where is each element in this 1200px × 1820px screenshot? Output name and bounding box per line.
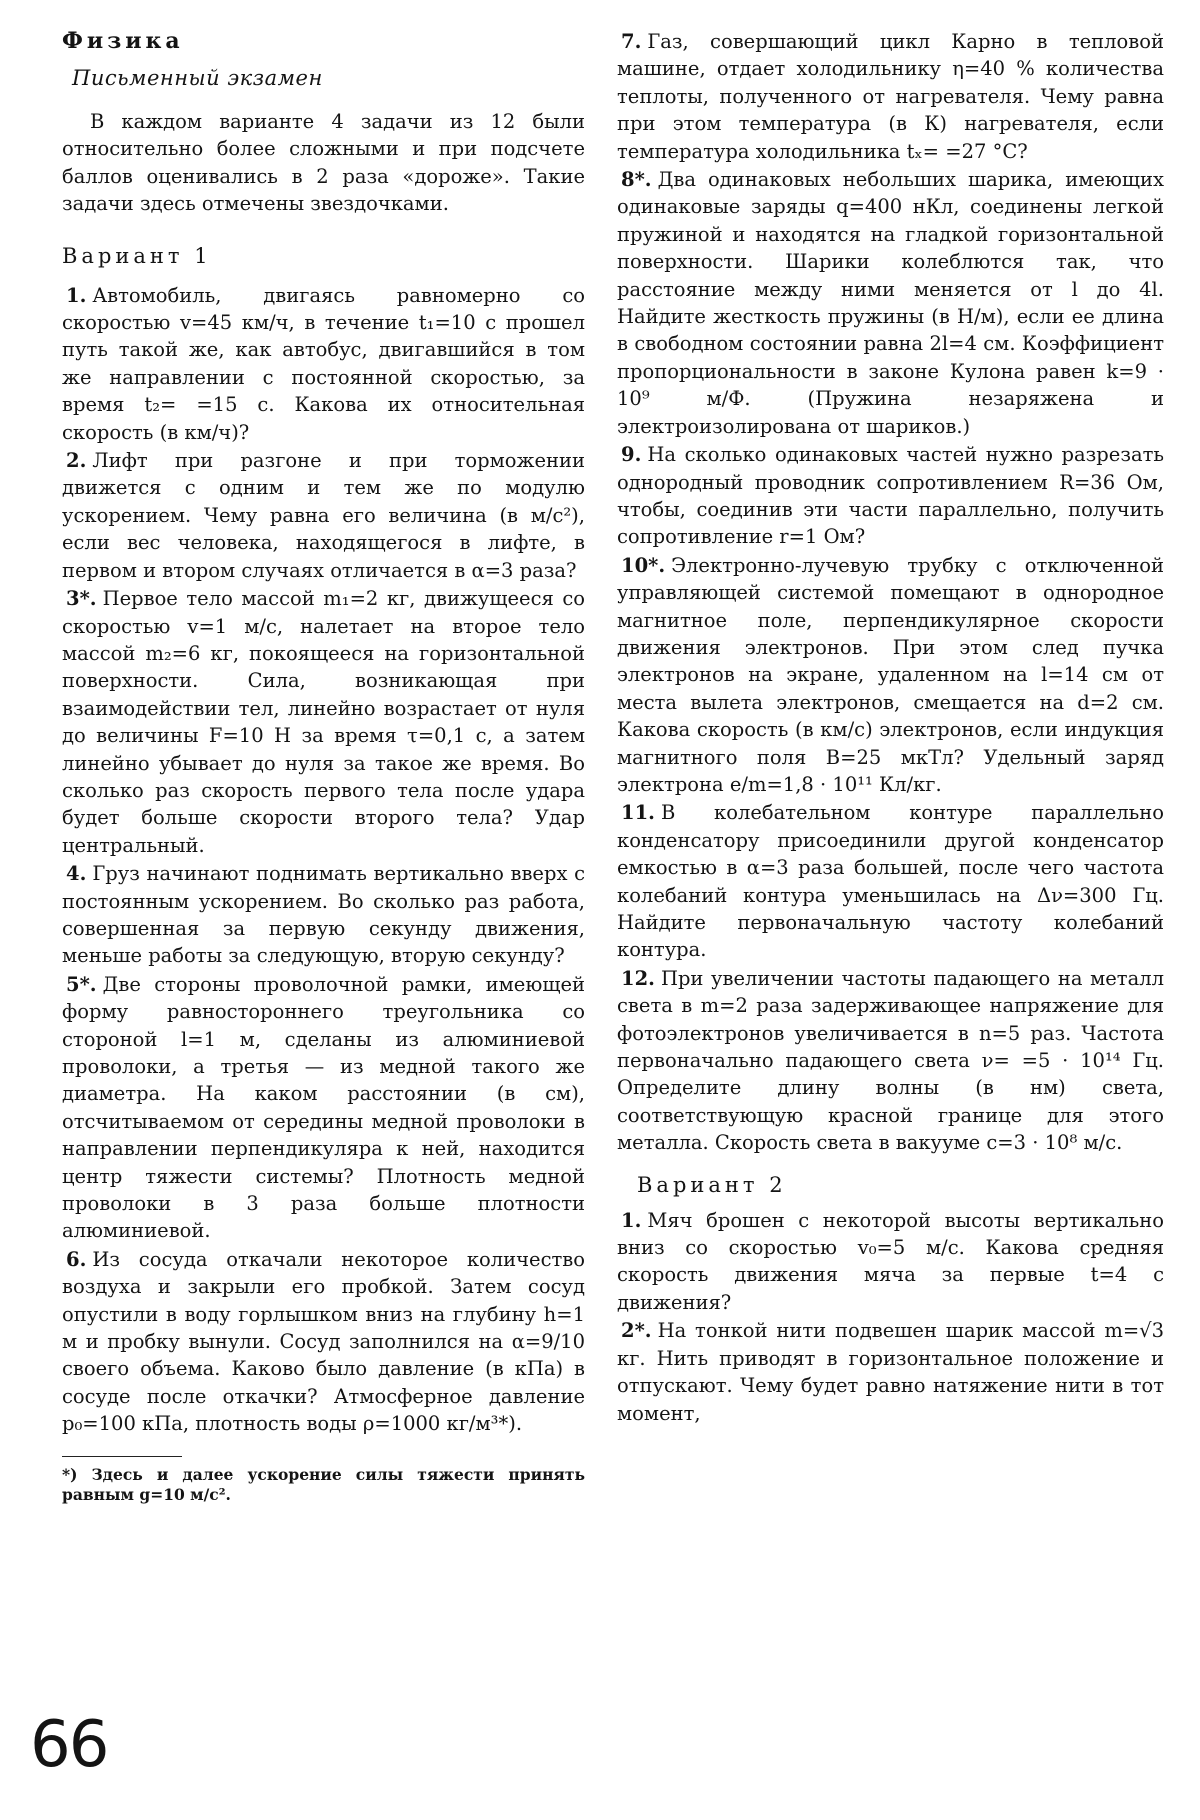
task-v1-11 <box>617 799 1164 963</box>
task-v1-3 <box>62 585 585 859</box>
task-number: 12. <box>621 966 655 990</box>
task-text: Автомобиль, двигаясь равномерно со скоростью v=45 км/ч, в течение t₁=10 с прошел путь такой же, как автобус, двигавшийся в том же направлении с постоянной скоростью, за время t₂= =15 с. Какова их относительная скорость (в км/ч)? <box>62 283 585 444</box>
task-number: 3*. <box>66 587 97 611</box>
variant-1-heading: Вариант 1 <box>62 243 212 268</box>
task-text: Мяч брошен с некоторой высоты вертикально вниз со скоростью v₀=5 м/с. Какова средняя скорость движения мяча за первые t=4 с движения? <box>617 1208 1164 1314</box>
task-text: В колебательном контуре параллельно конденсатору присоединили другой конденсатор емкостью в α=3 раза большей, после чего частота колебаний контура уменьшилась на Δν=300 Гц. Найдите первоначальную частоту колебаний контура. <box>617 801 1164 962</box>
footnote-divider <box>62 1456 182 1457</box>
task-v1-4 <box>62 860 585 970</box>
exam-subtitle: Письменный экзамен <box>72 66 323 90</box>
task-v1-5 <box>62 971 585 1245</box>
right-column <box>617 28 1164 1428</box>
task-text: Из сосуда откачали некоторое количество воздуха и закрыли его пробкой. Затем сосуд опустили в воду горлышком вниз на глубину h=1 м и пробку вынули. Сосуд заполнился на α=9/10 своего объема. Каково было давление (в кПа) в сосуде после откачки? Атмосферное давление p₀=100 кПа, плотность воды ρ=1000 кг/м³*). <box>62 1247 585 1436</box>
task-number: 11. <box>621 801 655 825</box>
task-v1-8 <box>617 166 1164 440</box>
task-text: На тонкой нити подвешен шарик массой m=√3 кг. Нить приводят в горизонтальное положение и отпускают. Чему будет равно натяжение нити в тот момент, <box>617 1319 1164 1425</box>
task-text: Первое тело массой m₁=2 кг, движущееся со скоростью v=1 м/с, налетает на второе тело массой m₂=6 кг, покоящееся на горизонтальной поверхности. Сила, возникающая при взаимодействии тел, линейно возрастает от нуля до величины F=10 Н за время τ=0,1 с, а затем линейно убывает до нуля за такое же время. Во сколько раз скорость первого тела после удара будет больше скорости второго тела? Удар центральный. <box>62 587 585 857</box>
task-v2-2 <box>617 1317 1164 1427</box>
task-text: Две стороны проволочной рамки, имеющей форму равностороннего треугольника со стороной l=1 м, сделаны из алюминиевой проволоки, а третья — из медной такого же диаметра. На каком расстоянии (в см), отсчитываемом от середины медной проволоки в направлении перпендикуляра к ней, находится центр тяжести системы? Плотность медной проволоки в 3 раза больше плотности алюминиевой. <box>62 972 585 1243</box>
task-text: Электронно-лучевую трубку с отключенной управляющей системой помещают в однородное магнитное поле, перпендикулярное скорости движения электронов. При этом след пучка электронов на экране, удаленном на l=14 см от места вылета электронов, смещается на d=2 см. Какова скорость (в км/с) электронов, если индукция магнитного поля B=25 мкТл? Удельный заряд электрона e/m=1,8 · 10¹¹ Кл/кг. <box>617 553 1164 796</box>
subject-heading: Физика <box>62 28 184 54</box>
task-v1-12 <box>617 965 1164 1157</box>
variant-2-heading: Вариант 2 <box>637 1172 787 1197</box>
left-column <box>62 28 585 1505</box>
task-text: Лифт при разгоне и при торможении движется с одним и тем же по модулю ускорением. Чему равна его величина (в м/с²), если вес человека, находящегося в лифте, в первом и втором случаях отличается в α=3 раза? <box>62 449 585 582</box>
task-v1-7 <box>617 28 1164 165</box>
task-v1-10 <box>617 552 1164 799</box>
task-text: Груз начинают поднимать вертикально вверх с постоянным ускорением. Во сколько раз работа, совершенная за первую секунду движения, меньше работы за следующую, вторую секунду? <box>62 862 585 968</box>
task-v1-6 <box>62 1246 585 1438</box>
task-number: 5*. <box>66 972 97 996</box>
task-v1-2 <box>62 447 585 584</box>
task-number: 1. <box>621 1208 642 1232</box>
task-number: 10*. <box>621 553 666 577</box>
page-number: 66 <box>30 1708 108 1782</box>
task-v2-1 <box>617 1207 1164 1317</box>
task-number: 2*. <box>621 1319 652 1343</box>
intro-paragraph: В каждом варианте 4 задачи из 12 были относительно более сложными и при подсчете баллов оценивались в 2 раза «дороже». Такие задачи здесь отмечены звездочками. <box>62 110 585 216</box>
task-v1-1 <box>62 282 585 446</box>
task-number: 2. <box>66 449 87 473</box>
task-number: 7. <box>621 30 642 53</box>
footnote: *) Здесь и далее ускорение силы тяжести принять равным g=10 м/с². <box>62 1464 585 1504</box>
task-number: 6. <box>66 1247 87 1271</box>
task-number: 9. <box>621 443 642 467</box>
task-number: 4. <box>66 862 87 886</box>
task-text: При увеличении частоты падающего на металл света в m=2 раза задерживающее напряжение для фотоэлектронов увеличивается в n=5 раз. Частота первоначально падающего света ν= =5 · 10¹⁴ Гц. Определите длину волны (в нм) света, соответствующую красной границе для этого металла. Скорость света в вакууме c=3 · 10⁸ м/с. <box>617 966 1164 1155</box>
task-number: 1. <box>66 283 87 307</box>
task-text: На сколько одинаковых частей нужно разрезать однородный проводник сопротивлением R=36 Ом, чтобы, соединив эти части параллельно, получить сопротивление r=1 Ом? <box>617 443 1164 549</box>
task-number: 8*. <box>621 168 652 192</box>
task-text: Газ, совершающий цикл Карно в тепловой машине, отдает холодильнику η=40 % количества теплоты, полученного от нагревателя. Чему равна при этом температура (в К) нагревателя, если температура холодильника tₓ= =27 °C? <box>617 30 1164 163</box>
task-v1-9 <box>617 441 1164 551</box>
task-text: Два одинаковых небольших шарика, имеющих одинаковые заряды q=400 нКл, соединены легкой пружиной и находятся на гладкой горизонтальной поверхности. Шарики колеблются так, что расстояние между ними меняется от l до 4l. Найдите жесткость пружины (в Н/м), если ее длина в свободном состоянии равна 2l=4 см. Коэффициент пропорциональности в законе Кулона равен k=9 · 10⁹ м/Ф. (Пружина незаряжена и электроизолирована от шариков.) <box>617 168 1164 438</box>
